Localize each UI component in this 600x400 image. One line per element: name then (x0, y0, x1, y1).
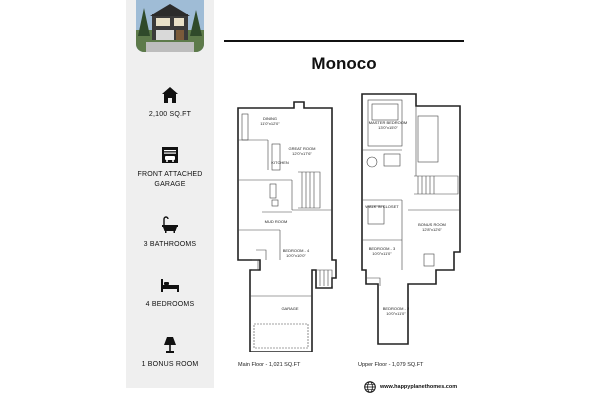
room-label: DINING (263, 116, 277, 121)
bed-icon (160, 276, 180, 294)
house-photo (136, 0, 204, 52)
bathtub-icon (161, 216, 179, 234)
room-label: GARAGE (281, 306, 299, 311)
feature-garage (126, 146, 214, 190)
feature-bonus-room (126, 336, 214, 370)
footer (364, 380, 457, 394)
room-label: MUD ROOM (264, 219, 288, 224)
room-label: BONUS ROOM (418, 222, 446, 227)
room-label: GREAT ROOM (288, 146, 316, 151)
main-floor-plan (232, 100, 340, 352)
feature-bathrooms (126, 216, 214, 250)
feature-label: 3 BATHROOMS (143, 241, 197, 248)
globe-icon (364, 381, 376, 393)
feature-bedrooms (126, 276, 214, 310)
room-label: KITCHEN (271, 160, 289, 165)
features-sidebar (126, 0, 214, 388)
page-title: Monoco (311, 54, 377, 73)
lamp-icon (163, 336, 177, 354)
room-size: 11'0"x12'0" (260, 121, 280, 126)
title-rule (224, 40, 464, 42)
room-size: 12'8"x12'6" (422, 227, 442, 232)
room-label: BEDROOM - 4 (282, 248, 310, 253)
room-label: WALK IN CLOSET (365, 204, 399, 209)
house-icon (161, 86, 179, 104)
garage-icon (161, 146, 179, 164)
main-floor-caption: Main Floor - 1,021 SQ.FT (238, 362, 301, 368)
room-size: 12'0"x17'6" (292, 151, 312, 156)
upper-floor-caption: Upper Floor - 1,079 SQ.FT (358, 362, 424, 368)
feature-label: 1 BONUS ROOM (141, 361, 199, 368)
upper-floor-plan (358, 90, 468, 350)
room-label: BEDROOM - 3 (368, 246, 396, 251)
room-size: 10'0"x10'0" (286, 253, 306, 258)
room-size: 10'0"x11'0" (372, 251, 392, 256)
room-label: BEDROOM - 2 (382, 306, 410, 311)
feature-label: 2,100 SQ.FT (148, 111, 192, 118)
feature-sqft (126, 86, 214, 120)
feature-label: FRONT ATTACHED GARAGE (137, 171, 203, 188)
room-size: 10'0"x11'0" (386, 311, 406, 316)
feature-label: 4 BEDROOMS (145, 301, 195, 308)
website-link[interactable]: www.happyplanethomes.com (380, 384, 458, 390)
room-label: MASTER BEDROOM (368, 120, 408, 125)
room-size: 13'0"x15'0" (378, 125, 398, 130)
